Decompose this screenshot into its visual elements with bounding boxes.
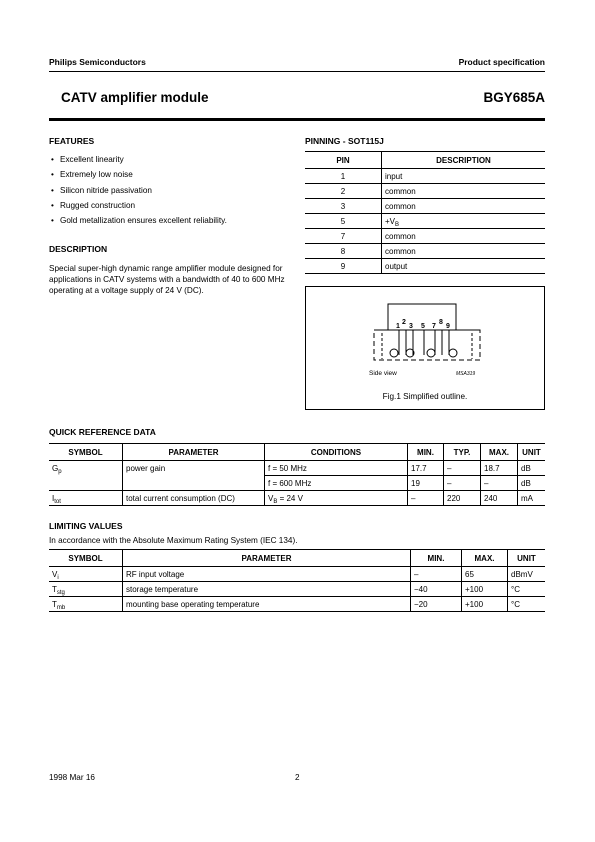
feature-item: • Gold metallization ensures excellent reliability. bbox=[51, 215, 296, 230]
pin-description: common bbox=[382, 184, 546, 199]
pin-number: 9 bbox=[305, 259, 382, 274]
parameter-cell: power gain bbox=[123, 461, 265, 476]
unit-cell: °C bbox=[508, 597, 546, 612]
table-row bbox=[305, 229, 545, 244]
mounting-hole bbox=[427, 349, 435, 357]
parameter-cell: mounting base operating temperature bbox=[123, 597, 411, 612]
column-header: SYMBOL bbox=[49, 444, 123, 461]
column-header: UNIT bbox=[518, 444, 546, 461]
condition-value: = 24 V bbox=[277, 493, 303, 503]
max-cell: – bbox=[481, 476, 518, 491]
pin-number: 1 bbox=[305, 169, 382, 184]
unit-cell: °C bbox=[508, 582, 546, 597]
pin-description: common bbox=[382, 229, 546, 244]
table-row bbox=[305, 184, 545, 199]
table-row bbox=[49, 597, 545, 612]
table-row bbox=[305, 169, 545, 184]
parameter-cell: storage temperature bbox=[123, 582, 411, 597]
symbol-cell bbox=[49, 461, 123, 476]
symbol-cell bbox=[49, 597, 123, 612]
column-header: UNIT bbox=[508, 550, 546, 567]
subscript: tot bbox=[54, 498, 61, 505]
pin-description-text: +V bbox=[385, 216, 396, 226]
pin-label: 8 bbox=[439, 319, 443, 326]
symbol-cell bbox=[49, 582, 123, 597]
column-header: MIN. bbox=[411, 550, 462, 567]
features-heading: FEATURES bbox=[49, 136, 95, 146]
quick-ref-heading: QUICK REFERENCE DATA bbox=[49, 427, 156, 437]
min-cell: −40 bbox=[411, 582, 462, 597]
pin-number: 5 bbox=[305, 214, 382, 229]
column-header: MAX. bbox=[462, 550, 508, 567]
mounting-hole bbox=[390, 349, 398, 357]
footer-date: 1998 Mar 16 bbox=[49, 773, 95, 782]
table-row bbox=[49, 476, 545, 491]
column-header: CONDITIONS bbox=[265, 444, 408, 461]
column-header: TYP. bbox=[444, 444, 481, 461]
parameter-cell: total current consumption (DC) bbox=[123, 491, 265, 506]
conditions-cell bbox=[265, 491, 408, 506]
table-row bbox=[49, 461, 545, 476]
symbol-cell bbox=[49, 491, 123, 506]
symbol: T bbox=[52, 584, 57, 594]
pin-description: output bbox=[382, 259, 546, 274]
feature-item: • Excellent linearity bbox=[51, 154, 296, 169]
unit-cell: dB bbox=[518, 476, 546, 491]
side-view-label: Side view bbox=[369, 370, 397, 377]
table-header-row bbox=[305, 152, 545, 169]
min-cell: – bbox=[411, 567, 462, 582]
feature-item: • Rugged construction bbox=[51, 200, 296, 215]
pin-label: 5 bbox=[421, 323, 425, 330]
description-heading: DESCRIPTION bbox=[49, 244, 108, 254]
table-row bbox=[49, 567, 545, 582]
table-row bbox=[49, 582, 545, 597]
pin-label: 7 bbox=[432, 323, 436, 330]
mounting-hole bbox=[449, 349, 457, 357]
subscript: mb bbox=[56, 604, 66, 611]
feature-item: • Silicon nitride passivation bbox=[51, 185, 296, 200]
quick-ref-table bbox=[49, 443, 545, 506]
table-row bbox=[305, 259, 545, 274]
column-header: DESCRIPTION bbox=[382, 152, 546, 169]
table-row bbox=[305, 214, 545, 229]
parameter-cell bbox=[123, 476, 265, 491]
figure-code: MSA319 bbox=[456, 371, 476, 377]
title-rule bbox=[49, 118, 545, 121]
min-cell: 19 bbox=[408, 476, 444, 491]
pinning-table bbox=[305, 151, 545, 274]
feature-item: • Extremely low noise bbox=[51, 169, 296, 184]
pin-description bbox=[382, 214, 546, 229]
symbol-cell bbox=[49, 476, 123, 491]
symbol: I bbox=[52, 493, 55, 503]
document-type: Product specification bbox=[458, 57, 545, 67]
subscript: p bbox=[58, 468, 62, 475]
column-header: PARAMETER bbox=[123, 550, 411, 567]
pin-description: common bbox=[382, 244, 546, 259]
typ-cell: – bbox=[444, 461, 481, 476]
part-number: BGY685A bbox=[483, 90, 545, 105]
pin-description: input bbox=[382, 169, 546, 184]
table-row bbox=[305, 244, 545, 259]
unit-cell: dBmV bbox=[508, 567, 546, 582]
subscript: B bbox=[395, 221, 400, 228]
column-header: MAX. bbox=[481, 444, 518, 461]
typ-cell: – bbox=[444, 476, 481, 491]
features-list bbox=[51, 154, 296, 230]
max-cell: 240 bbox=[481, 491, 518, 506]
pin-number: 7 bbox=[305, 229, 382, 244]
column-header: SYMBOL bbox=[49, 550, 123, 567]
pin-description: common bbox=[382, 199, 546, 214]
pin-label: 9 bbox=[446, 323, 450, 330]
subscript: i bbox=[57, 574, 59, 581]
unit-cell: dB bbox=[518, 461, 546, 476]
header-rule bbox=[49, 71, 545, 72]
column-header: PARAMETER bbox=[123, 444, 265, 461]
min-cell: 17.7 bbox=[408, 461, 444, 476]
pin-label: 2 bbox=[402, 319, 406, 326]
page-number: 2 bbox=[295, 773, 300, 782]
subscript: B bbox=[273, 498, 278, 505]
company-name: Philips Semiconductors bbox=[49, 57, 146, 67]
pinning-heading: PINNING - SOT115J bbox=[305, 136, 384, 146]
column-header: PIN bbox=[305, 152, 382, 169]
pin-label: 3 bbox=[409, 323, 413, 330]
conditions-cell: f = 600 MHz bbox=[265, 476, 408, 491]
max-cell: 18.7 bbox=[481, 461, 518, 476]
min-cell: −20 bbox=[411, 597, 462, 612]
max-cell: +100 bbox=[462, 597, 508, 612]
table-row bbox=[49, 491, 545, 506]
table-row bbox=[305, 199, 545, 214]
table-header-row bbox=[49, 444, 545, 461]
pin-number: 8 bbox=[305, 244, 382, 259]
subscript: stg bbox=[56, 589, 65, 596]
table-header-row bbox=[49, 550, 545, 567]
unit-cell: mA bbox=[518, 491, 546, 506]
body-outline bbox=[374, 330, 480, 360]
typ-cell: 220 bbox=[444, 491, 481, 506]
symbol: T bbox=[52, 599, 57, 609]
limiting-intro: In accordance with the Absolute Maximum Rating System (IEC 134). bbox=[49, 536, 298, 545]
column-header: MIN. bbox=[408, 444, 444, 461]
pin-number: 2 bbox=[305, 184, 382, 199]
figure-box bbox=[305, 286, 545, 410]
pin-number: 3 bbox=[305, 199, 382, 214]
product-title: CATV amplifier module bbox=[61, 90, 209, 105]
conditions-cell: f = 50 MHz bbox=[265, 461, 408, 476]
symbol: V bbox=[52, 569, 58, 579]
max-cell: 65 bbox=[462, 567, 508, 582]
min-cell: – bbox=[408, 491, 444, 506]
parameter-cell: RF input voltage bbox=[123, 567, 411, 582]
symbol-cell bbox=[49, 567, 123, 582]
limiting-heading: LIMITING VALUES bbox=[49, 521, 123, 531]
figure-caption: Fig.1 Simplified outline. bbox=[382, 392, 468, 401]
limiting-table bbox=[49, 549, 545, 612]
pin-label: 1 bbox=[396, 323, 400, 330]
description-text: Special super-high dynamic range amplifier module designed for applications in CATV systems with a bandwidth of 40 to 600 MHz operating at a voltage supply of 24 V (DC). bbox=[49, 264, 285, 295]
condition-symbol: V bbox=[268, 493, 274, 503]
max-cell: +100 bbox=[462, 582, 508, 597]
symbol: G bbox=[52, 463, 59, 473]
